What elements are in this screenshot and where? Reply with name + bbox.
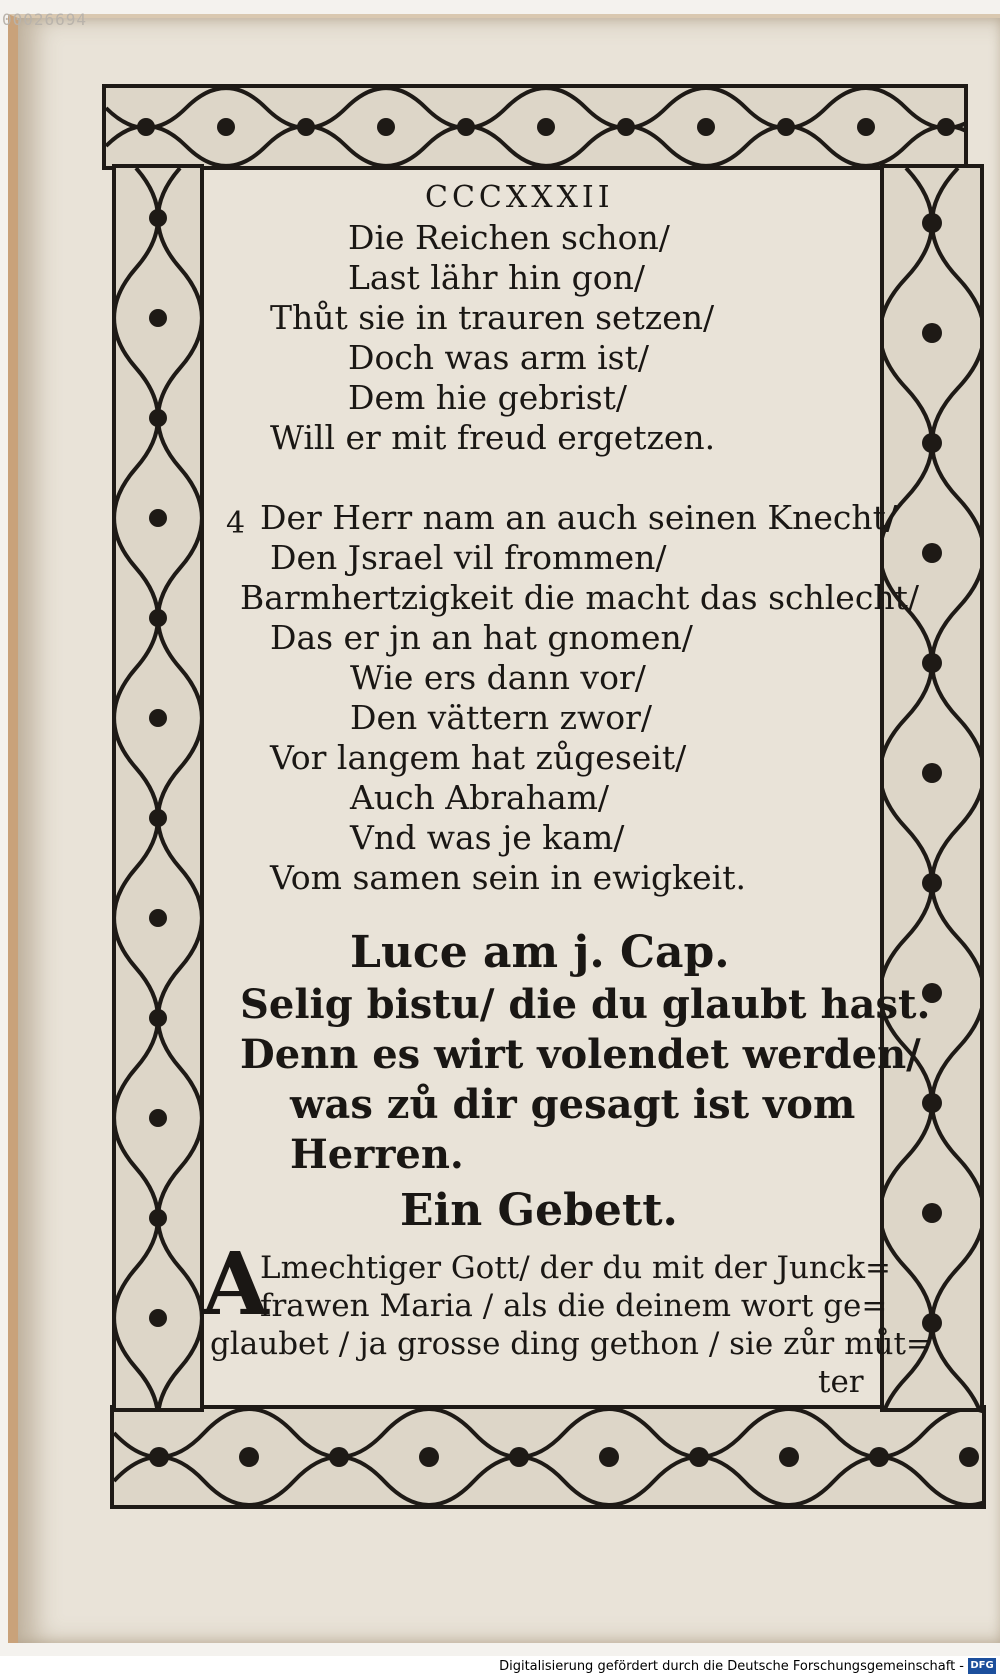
verse-line: Vnd was je kam/: [350, 818, 625, 857]
ornament-border-bottom: [110, 1405, 986, 1509]
ornament-border-right: [880, 164, 984, 1412]
verse-line: Barmhertzigkeit die macht das schlecht/: [240, 578, 919, 617]
verse-line: Den Jsrael vil frommen/: [270, 538, 667, 577]
drop-cap-initial: A: [202, 1234, 269, 1335]
catalog-id: 00026694: [2, 10, 88, 29]
verse-line: Will er mit freud ergetzen.: [270, 418, 716, 457]
scripture-line: Herren.: [290, 1131, 464, 1178]
ornament-border-left: [112, 164, 204, 1412]
verse-number: 4: [226, 506, 246, 541]
verse-line: Der Herr nam an auch seinen Knecht/: [260, 498, 897, 537]
verse-line: Vor langem hat zůgeseit/: [270, 738, 687, 777]
ornament-border-top: [102, 84, 968, 170]
verse-line: Den vättern zwor/: [350, 698, 653, 737]
verse-line: Dem hie gebrist/: [348, 378, 628, 417]
verse-line: Doch was arm ist/: [348, 338, 649, 377]
prayer-line: glaubet / ja grosse ding gethon / sie zůr můt=: [210, 1326, 932, 1362]
catchword: ter: [818, 1364, 864, 1400]
verse-line: Vom samen sein in ewigkeit.: [270, 858, 746, 897]
scripture-line: was zů dir gesagt ist vom: [290, 1081, 856, 1128]
verse-line: Das er jn an hat gnomen/: [270, 618, 693, 657]
prayer-line: Lmechtiger Gott/ der du mit der Junck=: [260, 1250, 892, 1286]
scripture-line: Selig bistu/ die du glaubt hast.: [240, 981, 931, 1028]
verse-line: Auch Abraham/: [350, 778, 610, 817]
prayer-heading: Ein Gebett.: [400, 1185, 678, 1236]
folio-number: CCCXXXII: [425, 180, 614, 215]
verse-line: Die Reichen schon/: [348, 218, 670, 257]
reference-heading: Luce am j. Cap.: [350, 927, 730, 978]
verse-line: Wie ers dann vor/: [350, 658, 646, 697]
footer-credit: Digitalisierung gefördert durch die Deutsche Forschungsgemeinschaft -: [499, 1659, 964, 1674]
verse-line: Last lähr hin gon/: [348, 258, 645, 297]
prayer-line: frawen Maria / als die deinem wort ge=: [260, 1288, 888, 1324]
dfg-logo: DFG: [968, 1658, 996, 1674]
verse-line: Thůt sie in trauren setzen/: [270, 298, 715, 337]
text-block: [200, 176, 932, 1401]
scripture-line: Denn es wirt volendet werden/: [240, 1031, 921, 1078]
